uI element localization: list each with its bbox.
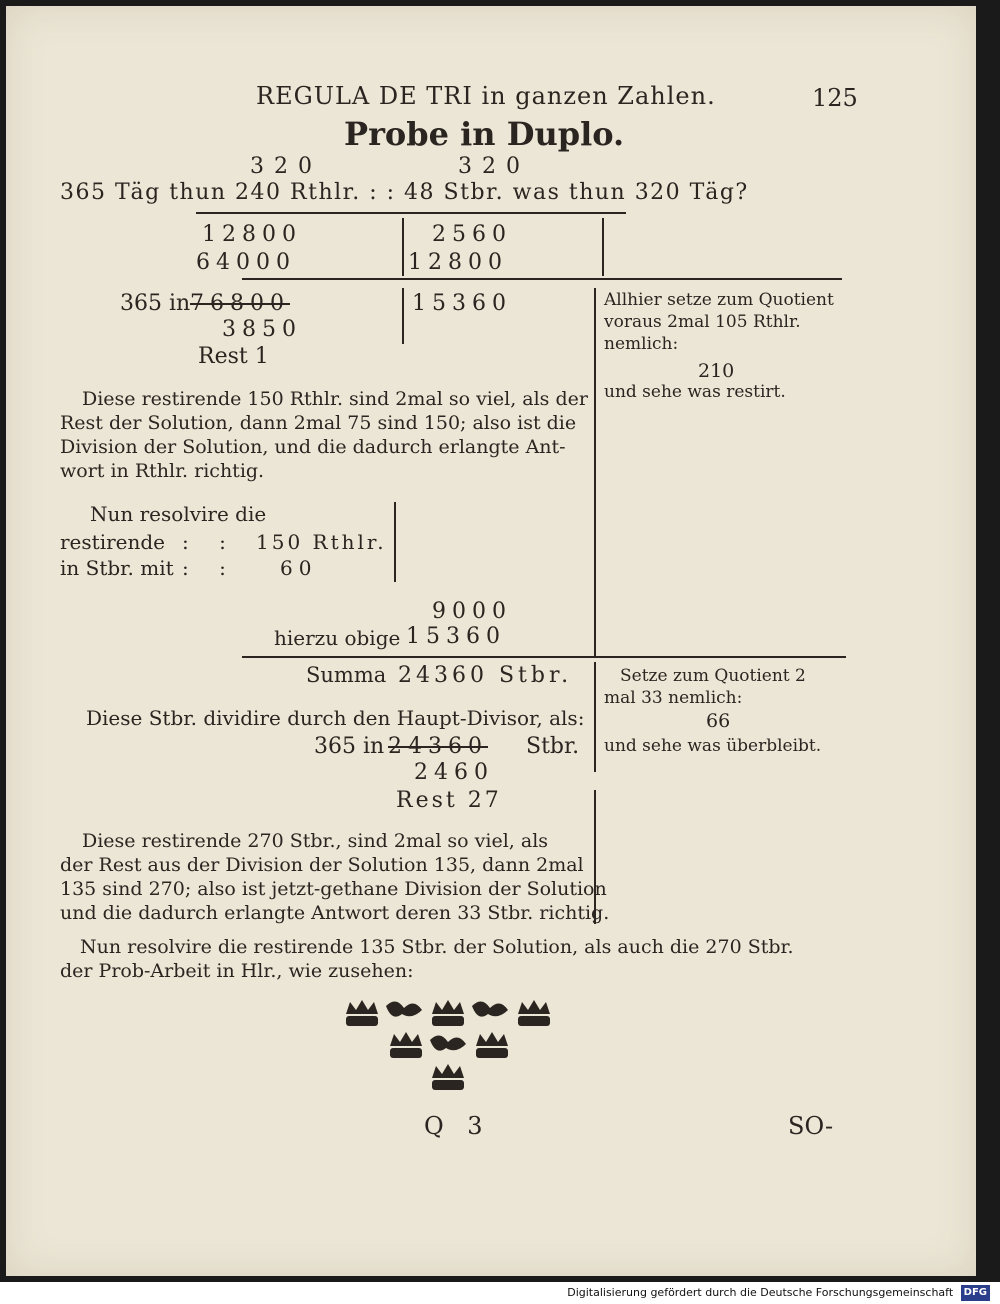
catchword: SO- (788, 1112, 834, 1140)
page-number: 125 (812, 84, 858, 112)
digitization-footer (0, 1282, 1000, 1304)
paragraph-line: Rest der Solution, dann 2mal 75 sind 150; also ist die (60, 412, 577, 434)
summa-value: 24360 Stbr. (398, 663, 573, 688)
resolve-line: Nun resolvire die (90, 502, 267, 526)
addend-value: 9000 (432, 599, 512, 624)
over-48: 320 (458, 154, 530, 179)
division-intro: Diese Stbr. dividire durch den Haupt-Divisor, als: (86, 706, 585, 730)
division-rest: Rest 27 (396, 788, 502, 813)
signature-mark: Q 3 (424, 1112, 491, 1140)
resolve-value: 60 (280, 556, 318, 580)
margin-note: voraus 2mal 105 Rthlr. (604, 312, 801, 332)
paragraph-line: Diese restirende 270 Stbr., sind 2mal so viel, als (82, 830, 549, 852)
margin-note-value: 66 (706, 710, 731, 732)
column-divider (402, 218, 404, 276)
paragraph-line: Diese restirende 150 Rthlr. sind 2mal so viel, als der (82, 388, 588, 410)
dfg-logo: DFG (961, 1285, 990, 1301)
crown-ornament-icon (340, 996, 560, 1096)
resolve-line: restirende (60, 530, 166, 554)
margin-note: und sehe was überbleibt. (604, 736, 822, 756)
running-title: REGULA DE TRI in ganzen Zahlen. (256, 82, 716, 110)
addition-label: hierzu obige (274, 626, 401, 650)
division-unit: Stbr. (526, 734, 580, 759)
product-value: 12800 (408, 250, 508, 275)
paragraph-line: 135 sind 270; also ist jetzt-gethane Division der Solution (60, 878, 607, 900)
paragraph-line: und die dadurch erlangte Antwort deren 33 Stbr. richtig. (60, 902, 610, 924)
closing-line: der Prob-Arbeit in Hlr., wie zusehen: (60, 960, 414, 982)
book-page (6, 6, 976, 1276)
section-title: Probe in Duplo. (344, 115, 625, 153)
paragraph-line: der Rest aus der Division der Solution 135, dann 2mal (60, 854, 584, 876)
division-prefix: 365 in (120, 291, 191, 316)
rule (242, 278, 842, 280)
column-divider (594, 662, 596, 772)
paragraph-line: wort in Rthlr. richtig. (60, 460, 265, 482)
column-divider (402, 288, 404, 344)
resolve-dots: : : (182, 556, 238, 580)
division-rest: Rest 1 (198, 344, 269, 369)
margin-note: und sehe was restirt. (604, 382, 786, 402)
division-prefix: 365 in (314, 734, 385, 759)
division-dividend: 24360 (388, 734, 488, 759)
division-second-row: 3850 (222, 317, 302, 342)
rule (242, 656, 846, 658)
margin-note: nemlich: (604, 334, 679, 354)
summa-label: Summa (306, 663, 387, 687)
division-dividend: 76800 (190, 291, 290, 316)
resolve-line: in Stbr. mit (60, 556, 174, 580)
addend-value: 15360 (406, 624, 506, 649)
resolve-value: 150 Rthlr. (256, 530, 387, 554)
product-value: 12800 (202, 222, 302, 247)
division-second-row: 2460 (414, 760, 494, 785)
product-value: 2560 (432, 222, 512, 247)
footer-credit: Digitalisierung gefördert durch die Deutsche Forschungsgemeinschaft (567, 1286, 954, 1299)
problem-line: 365 Täg thun 240 Rthlr. : : 48 Stbr. was thun 320 Täg? (60, 180, 749, 205)
margin-note: Allhier setze zum Quotient (604, 290, 834, 310)
product-value: 64000 (196, 250, 296, 275)
closing-line: Nun resolvire die restirende 135 Stbr. der Solution, als auch die 270 Stbr. (80, 936, 794, 958)
column-divider (594, 288, 596, 656)
column-divider (602, 218, 604, 276)
resolve-dots: : : (182, 530, 238, 554)
column-divider (394, 502, 396, 582)
over-240: 320 (250, 154, 322, 179)
rule (196, 212, 626, 214)
margin-note-value: 210 (698, 360, 735, 382)
paragraph-line: Division der Solution, und die dadurch erlangte Ant- (60, 436, 566, 458)
margin-note: Setze zum Quotient 2 (620, 666, 806, 686)
margin-note: mal 33 nemlich: (604, 688, 743, 708)
sum-value: 15360 (412, 291, 512, 316)
